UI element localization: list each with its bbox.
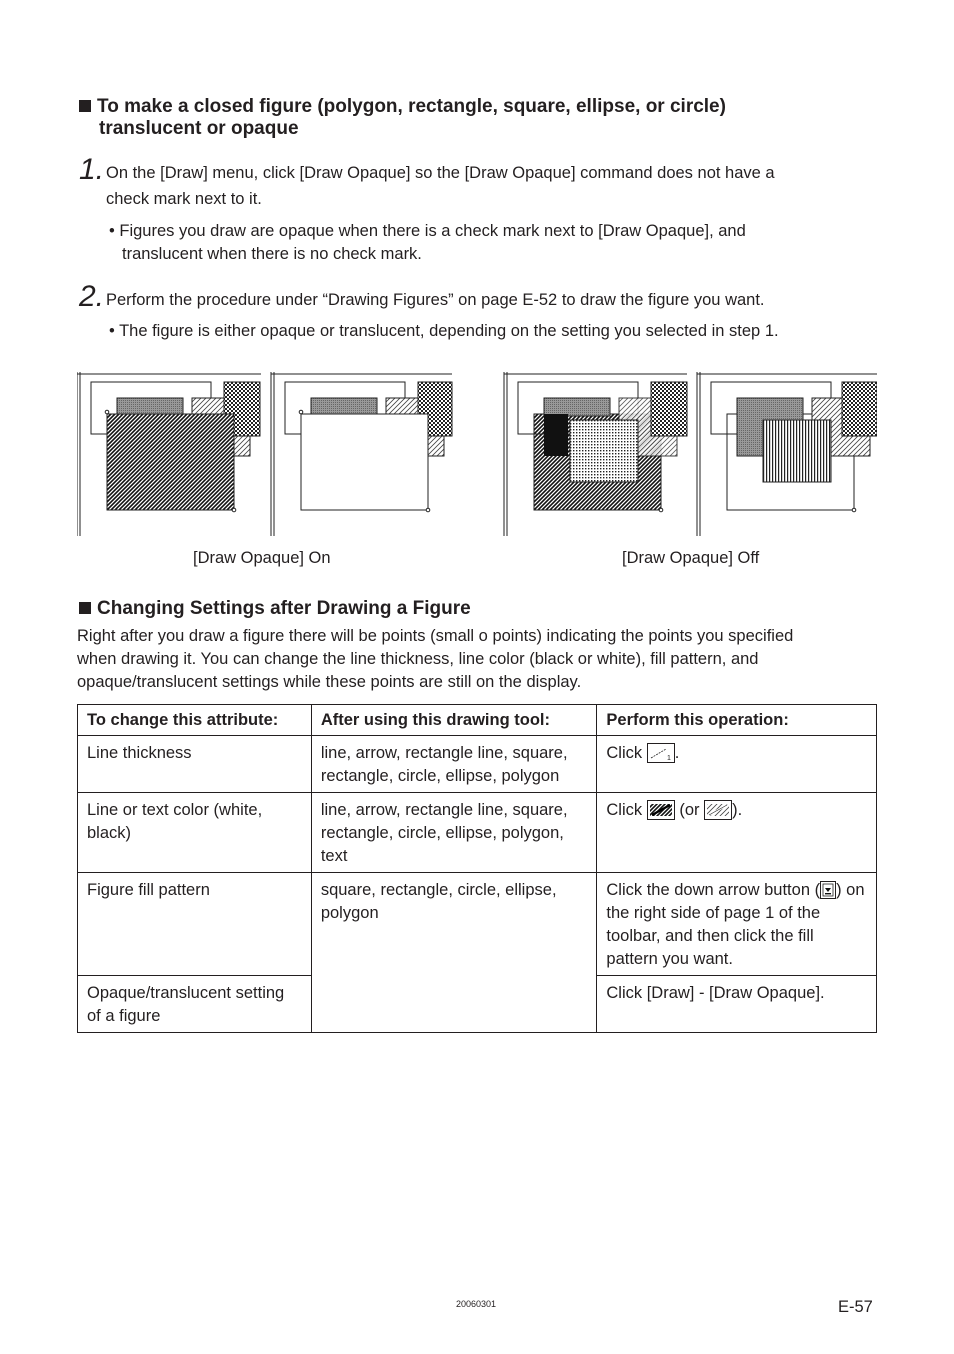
down-arrow-button-icon <box>820 881 836 899</box>
header-attribute: To change this attribute: <box>78 705 312 736</box>
op-text: Click the down arrow button ( <box>606 881 821 899</box>
cell-operation: Click [Draw] - [Draw Opaque]. <box>597 976 877 1033</box>
cell-attribute: Figure fill pattern <box>78 873 312 976</box>
table-row <box>78 736 877 793</box>
op-text: Click <box>606 744 643 762</box>
step-1-text-line-2: check mark next to it. <box>106 190 262 208</box>
step-2-number: 2. <box>79 280 105 313</box>
caption-draw-opaque-off: [Draw Opaque] Off <box>622 549 760 567</box>
step-1-bullet-line-1: • Figures you draw are opaque when there is a check mark next to [Draw Opaque], and <box>109 222 746 240</box>
op-text-suffix: . <box>674 744 680 762</box>
op-text-mid: (or <box>679 801 700 819</box>
line-thickness-icon <box>647 743 675 763</box>
section-heading-changing-settings <box>79 598 471 620</box>
para-line-2: when drawing it. You can change the line thickness, line color (black or white), fill pattern, and <box>77 650 759 668</box>
page-number: E-57 <box>838 1298 873 1316</box>
cell-attribute: Opaque/translucent setting of a figure <box>78 976 312 1033</box>
svg-text:1: 1 <box>666 755 671 762</box>
opaque-comparison-figures <box>77 372 877 538</box>
section-2-title: Changing Settings after Drawing a Figure <box>97 598 471 619</box>
op-text: Click <box>606 801 643 819</box>
figure-opaque-off-a <box>504 372 687 536</box>
figure-opaque-on-a <box>77 372 261 536</box>
heading-line-2: translucent or opaque <box>99 118 299 139</box>
cell-attribute: Line thickness <box>78 736 312 793</box>
header-operation: Perform this operation: <box>597 705 877 736</box>
cell-tool: line, arrow, rectangle line, square, rectangle, circle, ellipse, polygon, text <box>311 793 597 873</box>
para-line-1: Right after you draw a figure there will be points (small o points) indicating the points you specified <box>77 627 794 645</box>
square-bullet-icon <box>79 100 91 112</box>
para-line-3: opaque/translucent settings while these points are still on the display. <box>77 673 582 691</box>
cell-tool: square, rectangle, circle, ellipse, polygon <box>311 873 597 1033</box>
table-row <box>78 793 877 873</box>
op-text-suffix: ) on the right side of page 1 of the toolbar, and then click the fill pattern you want. <box>606 881 865 968</box>
attribute-table <box>77 704 877 1033</box>
header-tool: After using this drawing tool: <box>311 705 597 736</box>
table-header-row <box>78 705 877 736</box>
heading-line-1: To make a closed figure (polygon, rectangle, square, ellipse, or circle) <box>97 96 726 117</box>
cell-operation <box>597 736 877 793</box>
figure-opaque-on-b <box>271 372 452 536</box>
footer-code: 20060301 <box>456 1299 497 1309</box>
square-bullet-icon <box>79 602 91 614</box>
cell-attribute: Line or text color (white, black) <box>78 793 312 873</box>
step-1-text-line-1: On the [Draw] menu, click [Draw Opaque] so the [Draw Opaque] command does not have a <box>106 164 775 182</box>
step-2-bullet: • The figure is either opaque or translucent, depending on the setting you selected in step 1. <box>109 322 779 340</box>
caption-draw-opaque-on: [Draw Opaque] On <box>193 549 331 567</box>
cell-operation <box>597 873 877 976</box>
step-1-number: 1. <box>79 153 105 186</box>
op-text-suffix: ). <box>732 801 743 819</box>
white-pen-icon <box>704 800 732 820</box>
cell-tool: line, arrow, rectangle line, square, rectangle, circle, ellipse, polygon <box>311 736 597 793</box>
section-heading-opaque <box>79 96 726 118</box>
step-2-text: Perform the procedure under “Drawing Figures” on page E-52 to draw the figure you want. <box>106 291 765 309</box>
cell-operation <box>597 793 877 873</box>
figure-opaque-off-b <box>697 372 877 536</box>
table-row <box>78 873 877 976</box>
step-1-bullet-line-2: translucent when there is no check mark. <box>122 245 422 263</box>
black-pen-icon <box>647 800 675 820</box>
